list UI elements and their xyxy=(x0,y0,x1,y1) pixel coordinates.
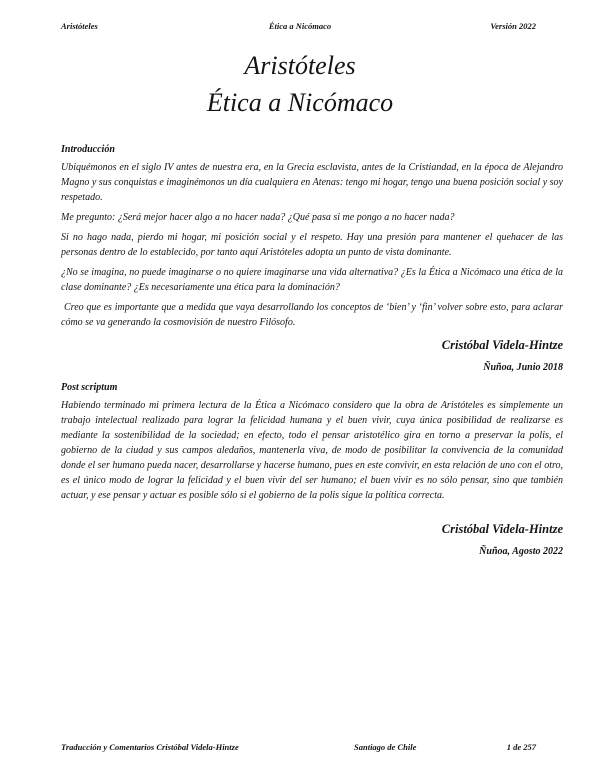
postscript-heading: Post scriptum xyxy=(61,382,118,393)
postscript-signature: Cristóbal Videla-Hintze xyxy=(441,522,563,536)
title-author: Aristóteles xyxy=(244,51,356,80)
header-version: Versión 2022 xyxy=(490,21,536,31)
intro-paragraph: Si no hago nada, pierdo mi hogar, mi posición social y el respeto. Hay una presión para mantener el quehacer de las personas dentro de lo establecido, por tanto aquí Aristóteles adopta un punto de vista dominante. xyxy=(61,232,563,258)
footer-location: Santiago de Chile xyxy=(354,742,417,752)
header-author: Aristóteles xyxy=(61,21,98,31)
title-work: Ética a Nicómaco xyxy=(206,88,394,117)
intro-paragraph: Ubiquémonos en el siglo IV antes de nuestra era, en la Grecia esclavista, antes de la Cristiandad, en la época de Alejandro Magno y sus conquistas e imaginémonos un día cualquiera en Atenas: tengo mi hogar, tengo una buena posición social y soy respetado. xyxy=(61,162,563,203)
intro-heading: Introducción xyxy=(61,144,115,155)
postscript-paragraph: Habiendo terminado mi primera lectura de la Ética a Nicómaco considero que la obra de Aristóteles es simplemente un trabajo intelectual realizado para lograr la felicidad humana y el buen vivir, cuya única posibilidad de realizarse es mediante la sostenibilidad de la sociedad; en efecto, todo el pensar aristotélico gira en torno a preservar la polis, el gobierno de la ciudad y sus campos aledaños, mantenerla viva, de modo de posibilitar la convivencia de la comunidad donde el ser humano pueda nacer, desarrollarse y hacerse humano, pues en este convivir, en esta relación de uno con el otro, es el único modo de lograr la felicidad y el buen vivir del ser humano; el buen vivir es no sólo pensar, sino que también actuar, y ese pensar y actuar es posible sólo si el gobierno de la polis sigue la política correcta. xyxy=(61,400,563,501)
document-body xyxy=(61,142,563,560)
intro-place-date: Ñuñoa, Junio 2018 xyxy=(483,362,563,373)
intro-paragraph: Me pregunto: ¿Será mejor hacer algo a no hacer nada? ¿Qué pasa si me pongo a no hacer nada? xyxy=(61,212,455,223)
header-work-title: Ética a Nicómaco xyxy=(268,21,332,31)
intro-paragraph: Creo que es importante que a medida que vaya desarrollando los conceptos de ‘bien’ y ‘fin’ volver sobre esto, para aclarar cómo se va generando la cosmovisión de nuestro Filósofo. xyxy=(61,302,563,328)
postscript-signature-block xyxy=(61,519,563,560)
footer-credit: Traducción y Comentarios Cristóbal Videla-Hintze xyxy=(61,742,239,752)
footer-page-number: 1 de 257 xyxy=(506,742,536,752)
intro-signature-block xyxy=(61,335,563,376)
intro-paragraph: ¿No se imagina, no puede imaginarse o no quiere imaginarse una vida alternativa? ¿Es la Ética a Nicómaco una ética de la clase dominante? ¿Es necesariamente una ética para la dominación? xyxy=(61,267,563,293)
intro-signature: Cristóbal Videla-Hintze xyxy=(441,338,563,352)
postscript-place-date: Ñuñoa, Agosto 2022 xyxy=(479,546,563,557)
